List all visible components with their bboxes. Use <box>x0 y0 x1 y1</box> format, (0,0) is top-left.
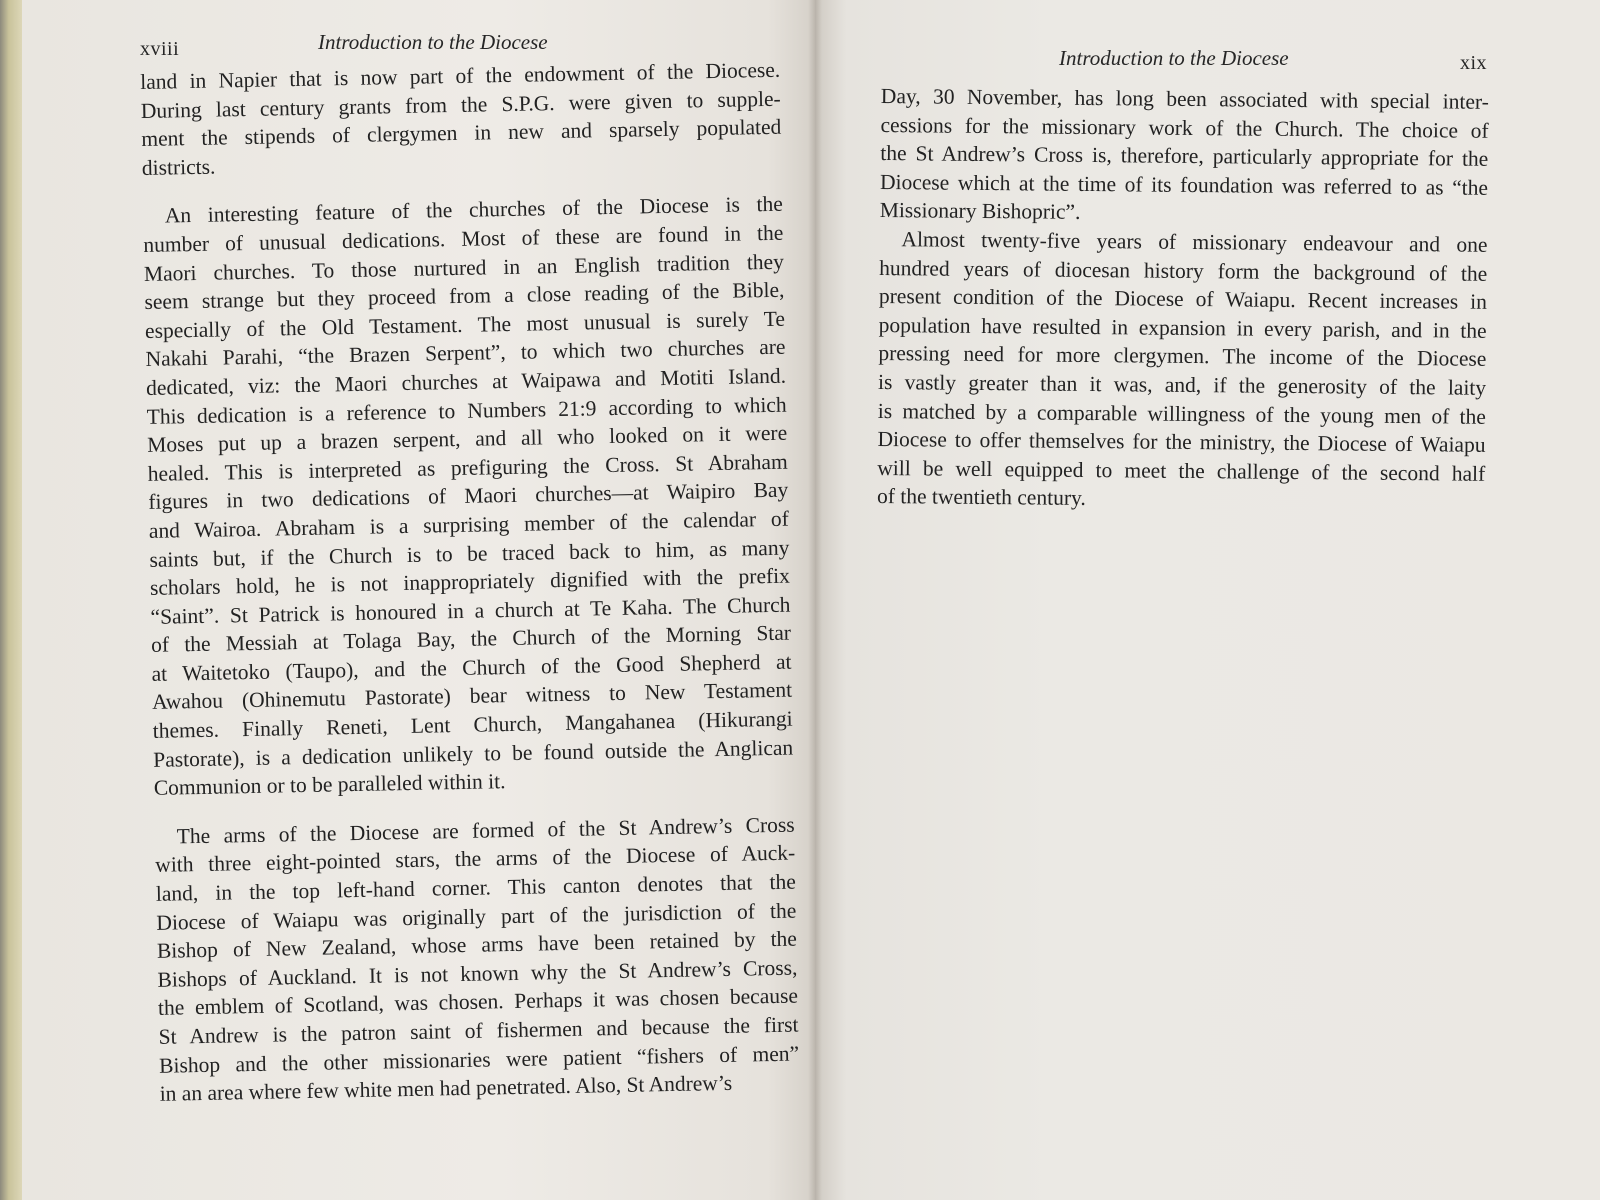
left-running-head-title: Introduction to the Diocese <box>318 30 548 54</box>
paragraph <box>143 190 794 803</box>
text-line: healed. This is interpreted as prefiguring the Cross. St Abraham <box>147 449 788 486</box>
text-line: present condition of the Diocese of Waiapu. Recent increases in <box>878 284 1488 314</box>
text-line: This dedication is a reference to Numbers 21:9 according to which <box>146 392 787 429</box>
text-line: An interesting feature of the churches of the Diocese is the <box>164 192 783 228</box>
text-line: hundred years of diocesan history form the background of the <box>879 255 1488 286</box>
right-page-number: xix <box>1460 52 1488 74</box>
text-line: themes. Finally Reneti, Lent Church, Mangahanea (Hikurangi <box>152 706 793 743</box>
text-line: Pastorate), is a dedication unlikely to be found outside the Anglican <box>153 735 794 772</box>
text-line: ment the stipends of clergymen in new and sparsely populated <box>141 114 782 152</box>
text-line: land in Napier that is now part of the endowment of the Diocese. <box>140 57 781 94</box>
text-line: in an area where few white men had penetrated. Also, St Andrew’s <box>159 1071 733 1106</box>
text-line: the St Andrew’s Cross is, therefore, particularly appropriate for the <box>880 141 1489 172</box>
text-line: During last century grants from the S.P.G. were given to supple- <box>140 86 781 123</box>
text-line: Diocese to offer themselves for the ministry, the Diocese of Waiapu <box>877 427 1486 457</box>
text-line: of the Messiah at Tolaga Bay, the Church of the Morning Star <box>150 620 792 658</box>
text-line: saints but, if the Church is to be traced back to him, as many <box>149 535 790 572</box>
paragraph <box>877 225 1488 517</box>
paragraph <box>140 56 782 183</box>
left-page-number: xviii <box>140 38 180 60</box>
left-text-block <box>140 56 800 1109</box>
text-line: districts. <box>141 154 216 180</box>
text-line: population have resulted in expansion in every parish, and in the <box>878 312 1487 343</box>
right-running-head-title: Introduction to the Diocese <box>1059 46 1289 70</box>
right-running-head <box>1059 46 1289 71</box>
text-line: especially of the Old Testament. The most unusual is surely Te <box>144 306 786 343</box>
text-line: pressing need for more clergymen. The income of the Diocese <box>878 341 1487 372</box>
text-line: of the twentieth century. <box>876 484 1086 511</box>
book-gutter <box>808 0 822 1200</box>
text-line: is vastly greater than it was, and, if the generosity of the laity <box>878 369 1487 400</box>
text-line: seem strange but they proceed from a close reading of the Bible, <box>144 277 785 315</box>
left-running-head <box>318 30 548 55</box>
text-line: at Waitetoko (Taupo), and the Church of the Good Shepherd at <box>151 649 792 686</box>
text-line: St Andrew is the patron saint of fishermen and because the first <box>158 1012 799 1049</box>
text-line: Moses put up a brazen serpent, and all who looked on it were <box>147 420 788 458</box>
text-line: Awahou (Ohinemutu Pastorate) bear witness to New Testament <box>151 678 793 715</box>
text-line: dedicated, viz: the Maori churches at Waipawa and Motiti Island. <box>145 363 787 400</box>
text-line: and Wairoa. Abraham is a surprising member of the calendar of <box>148 506 789 543</box>
book-edge <box>0 0 22 1200</box>
text-line: number of unusual dedications. Most of these are found in the <box>143 220 784 257</box>
paragraph <box>880 82 1489 231</box>
text-line: “Saint”. St Patrick is honoured in a church at Te Kaha. The Church <box>150 592 791 629</box>
left-page <box>22 0 815 1200</box>
text-line: land, in the top left-hand corner. This canton denotes that the <box>155 869 796 906</box>
text-line: The arms of the Diocese are formed of the St Andrew’s Cross <box>176 812 795 849</box>
right-page <box>815 0 1600 1200</box>
text-line: Missionary Bishopric”. <box>879 198 1081 225</box>
text-line: cessions for the missionary work of the Church. The choice of <box>880 112 1489 143</box>
text-line: Diocese which at the time of its foundation was referred to as “the <box>879 169 1489 200</box>
text-line: Diocese of Waiapu was originally part of the jurisdiction of the <box>156 898 797 935</box>
text-line: Bishop and the other missionaries were patient “fishers of men” <box>158 1041 800 1078</box>
text-line: Nakahi Parahi, “the Brazen Serpent”, to which two churches are <box>145 335 786 372</box>
text-line: is matched by a comparable willingness of the young men of the <box>877 398 1486 429</box>
text-line: Bishops of Auckland. It is not known why the St Andrew’s Cross, <box>157 955 798 992</box>
paragraph <box>154 810 799 1108</box>
text-line: Maori churches. To those nurtured in an English tradition they <box>143 249 785 286</box>
text-line: with three eight-pointed stars, the arms of the Diocese of Auck- <box>155 841 796 878</box>
right-text-block <box>877 82 1489 517</box>
text-line: will be well equipped to meet the challenge of the second half <box>877 455 1486 486</box>
text-line: Day, 30 November, has long been associated with special inter- <box>880 83 1489 114</box>
text-line: the emblem of Scotland, was chosen. Perhaps it was chosen because <box>157 983 799 1021</box>
text-line: Communion or to be paralleled within it. <box>153 769 506 801</box>
text-line: Bishop of New Zealand, whose arms have been retained by the <box>156 926 798 964</box>
text-line: Almost twenty-five years of missionary endeavour and one <box>901 227 1488 257</box>
text-line: scholars hold, he is not inappropriately dignified with the prefix <box>149 563 791 600</box>
text-line: figures in two dedications of Maori churches—at Waipiro Bay <box>148 477 789 515</box>
